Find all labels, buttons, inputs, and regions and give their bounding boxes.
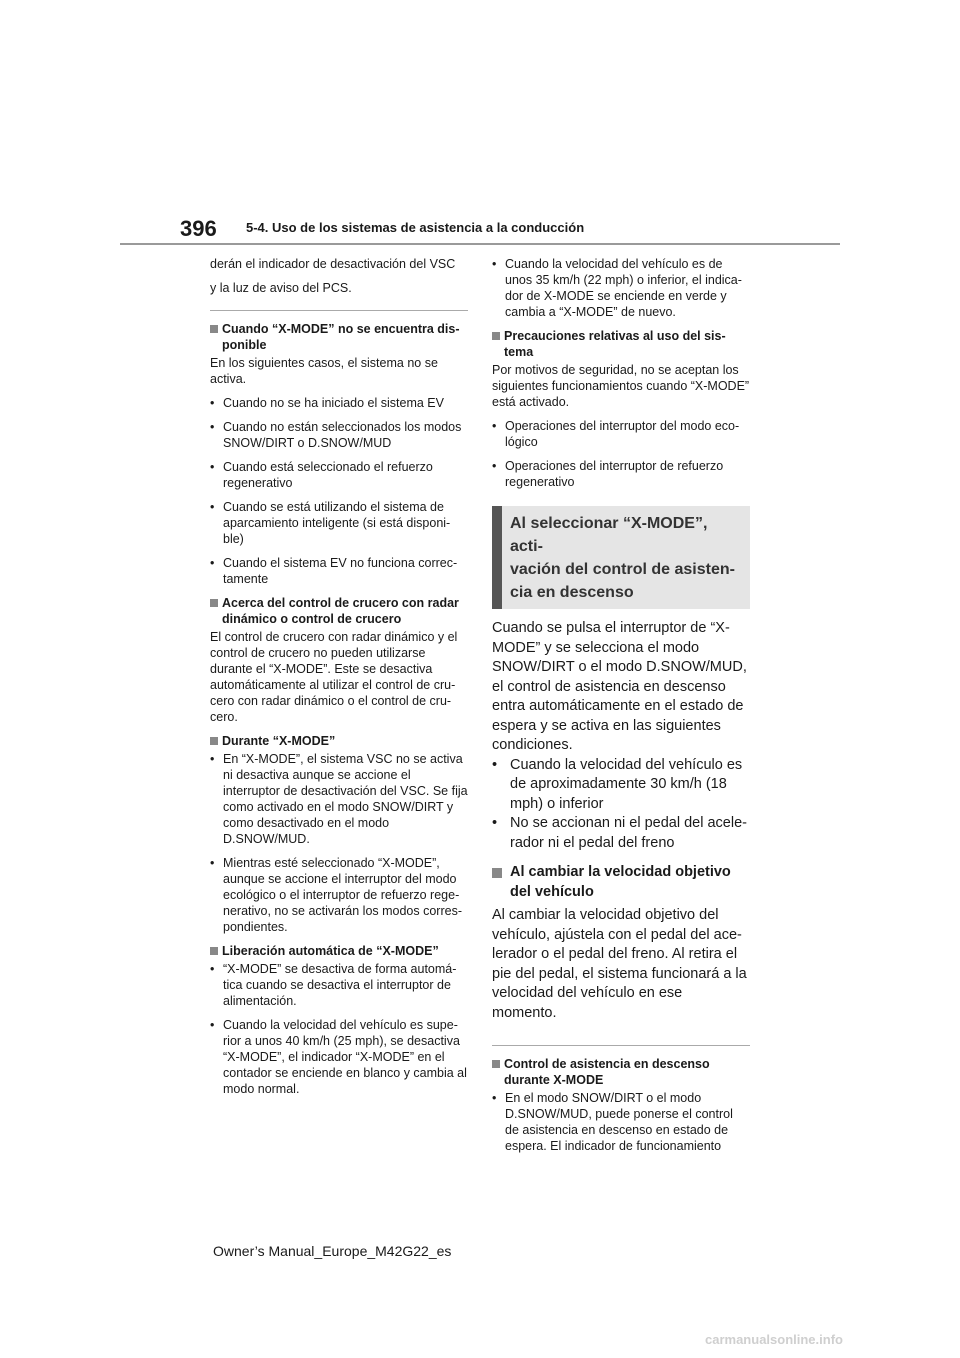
list-item: • Operaciones del interruptor del modo eco-lógico — [492, 418, 750, 450]
subheading-precautions: Precauciones relativas al uso del sis-tema — [492, 328, 750, 360]
list-item: • Cuando la velocidad del vehículo es supe-rior a unos 40 km/h (25 mph), se desactiva “X-MODE”, el indicador “X-MODE” en el contador se enciende en blanco y cambia al modo normal. — [210, 1017, 468, 1097]
intro-line: y la luz de aviso del PCS. — [210, 281, 352, 295]
paragraph: Por motivos de seguridad, no se aceptan los siguientes funcionamientos cuando “X-MODE” está activado. — [492, 363, 750, 409]
subheading-auto-release: Liberación automática de “X-MODE” — [210, 943, 468, 959]
list-item: • Cuando el sistema EV no funciona correc-tamente — [210, 555, 468, 587]
paragraph: Al cambiar la velocidad objetivo del vehículo, ajústela con el pedal del ace-lerador o el pedal del freno. Al retira el pie del pedal, el sistema funcionará a la velocidad del vehículo en ese momento. — [492, 907, 747, 1021]
bullet-list — [492, 418, 750, 490]
watermark: carmanualsonline.info — [705, 1332, 843, 1347]
subheading-cruise-control: Acerca del control de crucero con radar dinámico o control de crucero — [210, 595, 468, 627]
list-item: • Cuando está seleccionado el refuerzo regenerativo — [210, 459, 468, 491]
list-item: • No se accionan ni el pedal del acele-rador ni el pedal del freno — [492, 814, 750, 853]
section-title-box — [492, 506, 750, 609]
list-item: • Cuando la velocidad del vehículo es de aproximadamente 30 km/h (18 mph) o inferior — [492, 756, 750, 815]
footer-manual-name: Owner’s Manual_Europe_M42G22_es — [213, 1243, 452, 1259]
subheading-descent-control: Control de asistencia en descenso durante X-MODE — [492, 1056, 750, 1088]
list-item: • Cuando se está utilizando el sistema de aparcamiento inteligente (si está disponi-ble) — [210, 499, 468, 547]
bullet-list — [210, 395, 468, 587]
subheading-during-xmode: Durante “X-MODE” — [210, 733, 468, 749]
list-item: • Operaciones del interruptor de refuerzo regenerativo — [492, 458, 750, 490]
list-item: • En el modo SNOW/DIRT o el modo D.SNOW/MUD, puede ponerse el control de asistencia en descenso en estado de espera. El indicador de funcionamiento — [492, 1090, 750, 1154]
header-divider — [120, 243, 840, 245]
left-column — [210, 256, 468, 1105]
divider — [492, 1045, 750, 1046]
list-item: • Cuando no se ha iniciado el sistema EV — [210, 395, 468, 411]
list-item: • Mientras esté seleccionado “X-MODE”, aunque se accione el interruptor del modo ecológico o el interruptor de refuerzo rege-nerativo, no se activarán los modos corres-pondientes. — [210, 855, 468, 935]
paragraph: El control de crucero con radar dinámico y el control de crucero no pueden utilizarse durante el “X-MODE”. Este se desactiva automáticamente al utilizar el control de cru-cero con radar dinámico o el control de cru-cero. — [210, 630, 458, 724]
list-item: • “X-MODE” se desactiva de forma automá-tica cuando se desactiva el interruptor de alimentación. — [210, 961, 468, 1009]
section-title-line: vación del control de asisten- — [510, 561, 735, 578]
section-header-title: 5-4. Uso de los sistemas de asistencia a la conducción — [246, 220, 585, 235]
bullet-list — [210, 751, 468, 935]
section-title-line: cia en descenso — [510, 584, 634, 601]
subheading-target-speed: Al cambiar la velocidad objetivo del vehículo — [492, 863, 750, 902]
list-item: • Cuando no están seleccionados los modos SNOW/DIRT o D.SNOW/MUD — [210, 419, 468, 451]
divider — [210, 310, 468, 311]
main-paragraph: Cuando se pulsa el interruptor de “X-MODE” y se selecciona el modo SNOW/DIRT o el modo D.SNOW/MUD, el control de asistencia en descenso entra automáticamente en el estado de espera y se activa en las siguientes condiciones. — [492, 620, 747, 753]
right-column — [492, 256, 750, 1162]
page-number: 396 — [180, 216, 217, 241]
intro-line: derán el indicador de desactivación del VSC — [210, 257, 456, 271]
paragraph: En los siguientes casos, el sistema no se activa. — [210, 356, 438, 386]
list-item: • En “X-MODE”, el sistema VSC no se activa ni desactiva aunque se accione el interruptor de desactivación del VSC. Se fija como activado en el modo SNOW/DIRT y como desactivado en el modo D.SNOW/MUD. — [210, 751, 468, 847]
list-item: • Cuando la velocidad del vehículo es de unos 35 km/h (22 mph) o inferior, el indica-dor de X-MODE se enciende en verde y cambia a “X-MODE” de nuevo. — [492, 256, 750, 320]
subheading-unavailable: Cuando “X-MODE” no se encuentra dis-ponible — [210, 321, 468, 353]
bullet-list — [492, 1090, 750, 1154]
section-title-line: Al seleccionar “X-MODE”, acti- — [510, 515, 708, 555]
bullet-list — [492, 256, 750, 320]
bullet-list — [492, 756, 750, 854]
bullet-list — [210, 961, 468, 1097]
